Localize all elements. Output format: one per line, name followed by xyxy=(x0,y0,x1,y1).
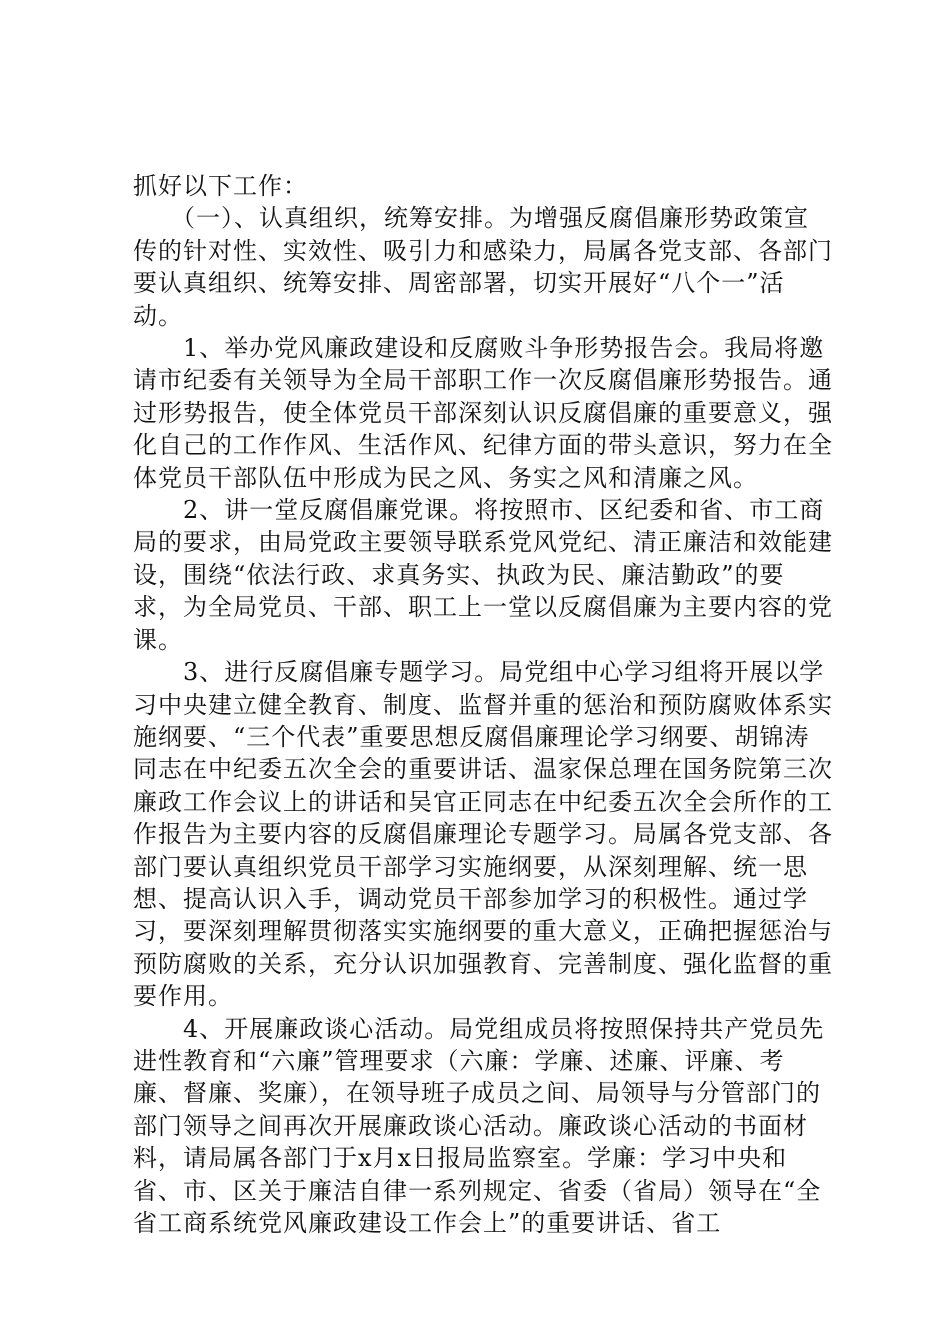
paragraph-intro: 抓好以下工作： xyxy=(133,172,308,200)
paragraph-item-1: 1、举办党风廉政建设和反腐败斗争形势报告会。我局将邀请市纪委有关领导为全局干部职工作一次反腐倡廉形势报告。通过形势报告，使全体党员干部深刻认识反腐倡廉的重要意义，强化自己的工作作风、生活作风、纪律方面的带头意识，努力在全体党员干部队伍中形成为民之风、务实之风和清廉之风。 xyxy=(133,334,833,492)
document-body xyxy=(133,170,833,1239)
paragraph-section-1: （一）、认真组织，统筹安排。为增强反腐倡廉形势政策宣传的针对性、实效性、吸引力和感染力，局属各党支部、各部门要认真组织、统筹安排、周密部署，切实开展好“八个一”活动。 xyxy=(133,204,833,330)
paragraph-item-3: 3、进行反腐倡廉专题学习。局党组中心学习组将开展以学习中央建立健全教育、制度、监督并重的惩治和预防腐败体系实施纲要、“三个代表”重要思想反腐倡廉理论学习纲要、胡锦涛同志在中纪委五次全会的重要讲话、温家保总理在国务院第三次廉政工作会议上的讲话和吴官正同志在中纪委五次全会所作的工作报告为主要内容的反腐倡廉理论专题学习。局属各党支部、各部门要认真组织党员干部学习实施纲要，从深刻理解、统一思想、提高认识入手，调动党员干部参加学习的积极性。通过学习，要深刻理解贯彻落实实施纲要的重大意义，正确把握惩治与预防腐败的关系，充分认识加强教育、完善制度、强化监督的重要作用。 xyxy=(133,658,833,1011)
paragraph-item-4: 4、开展廉政谈心活动。局党组成员将按照保持共产党员先进性教育和“六廉”管理要求（六廉：学廉、述廉、评廉、考廉、督廉、奖廉），在领导班子成员之间、局领导与分管部门的部门领导之间再次开展廉政谈心活动。廉政谈心活动的书面材料，请局属各部门于x月x日报局监察室。学廉：学习中央和省、市、区关于廉洁自律一系列规定、省委（省局）领导在“全省工商系统党风廉政建设工作会上”的重要讲话、省工 xyxy=(133,1014,825,1237)
paragraph-item-2: 2、讲一堂反腐倡廉党课。将按照市、区纪委和省、市工商局的要求，由局党政主要领导联系党风党纪、清正廉洁和效能建设，围绕“依法行政、求真务实、执政为民、廉洁勤政”的要求，为全局党员、干部、职工上一堂以反腐倡廉为主要内容的党课。 xyxy=(133,496,833,654)
